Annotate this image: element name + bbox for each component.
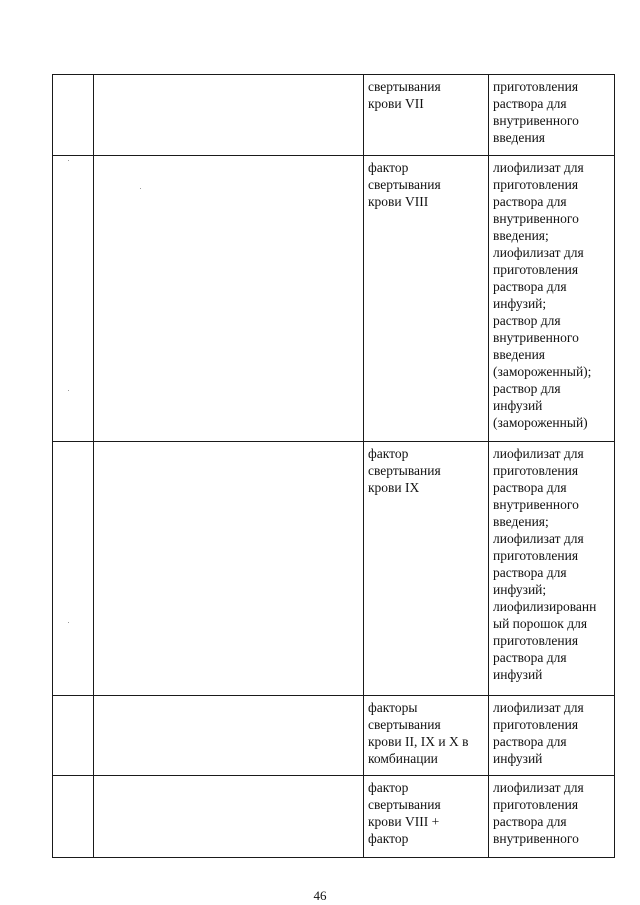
code-cell: [53, 442, 94, 696]
code-cell: [53, 156, 94, 442]
dosage-form-cell: лиофилизат для приготовления раствора для внутривенного: [489, 776, 615, 858]
scan-speck: [68, 390, 69, 391]
group-cell: [94, 696, 364, 776]
page-number: 46: [313, 888, 327, 903]
dosage-form-cell: лиофилизат для приготовления раствора для внутривенного введения; лиофилизат для приготовления раствора для инфузий; лиофилизированн ый порошок для приготовления раствора для инфузий: [489, 442, 615, 696]
drug-name-cell: факторы свертывания крови II, IX и X в комбинации: [364, 696, 489, 776]
group-cell: [94, 442, 364, 696]
group-cell: [94, 156, 364, 442]
code-cell: [53, 75, 94, 156]
dosage-form-cell: лиофилизат для приготовления раствора для внутривенного введения; лиофилизат для приготовления раствора для инфузий; раствор для внутривенного введения (замороженный); раствор для инфузий (замороженный): [489, 156, 615, 442]
drug-name-cell: фактор свертывания крови VIII + фактор: [364, 776, 489, 858]
table-row: [53, 696, 615, 776]
drug-name-cell: фактор свертывания крови IX: [364, 442, 489, 696]
code-cell: [53, 696, 94, 776]
code-cell: [53, 776, 94, 858]
scan-speck: [140, 188, 141, 189]
drug-name-cell: фактор свертывания крови VIII: [364, 156, 489, 442]
table-row: [53, 776, 615, 858]
drug-name-cell: свертывания крови VII: [364, 75, 489, 156]
table-row: [53, 156, 615, 442]
dosage-form-cell: приготовления раствора для внутривенного введения: [489, 75, 615, 156]
drug-table: [52, 74, 615, 858]
table-row: [53, 75, 615, 156]
group-cell: [94, 75, 364, 156]
scan-speck: [68, 622, 69, 623]
dosage-form-cell: лиофилизат для приготовления раствора для инфузий: [489, 696, 615, 776]
scan-speck: [68, 160, 69, 161]
table-row: [53, 442, 615, 696]
group-cell: [94, 776, 364, 858]
